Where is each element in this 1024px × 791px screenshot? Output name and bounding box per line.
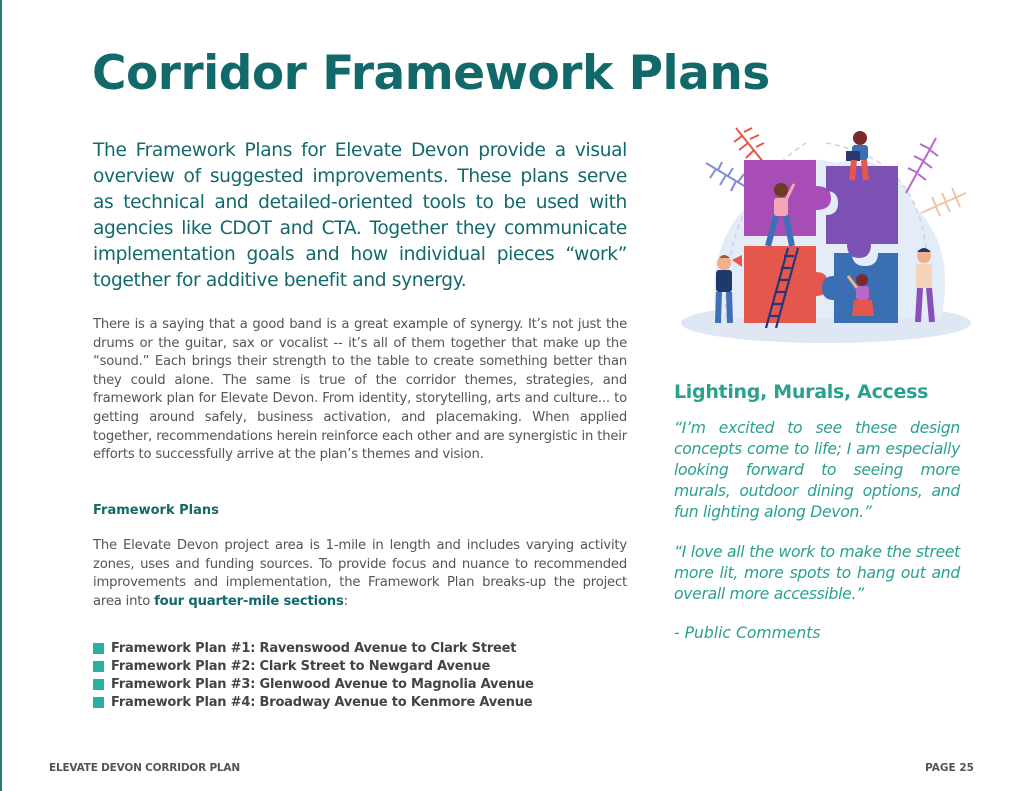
page-label: PAGE bbox=[925, 762, 956, 774]
square-bullet-icon bbox=[93, 661, 104, 672]
list-item bbox=[93, 675, 534, 693]
sidebar-title: Lighting, Murals, Access bbox=[674, 381, 929, 403]
project-area-colon: : bbox=[343, 593, 348, 609]
framework-plan-list bbox=[93, 639, 534, 711]
list-item bbox=[93, 693, 534, 711]
framework-plans-subheading: Framework Plans bbox=[93, 503, 219, 518]
plan-label: Framework Plan #4: Broadway Avenue to Kenmore Avenue bbox=[111, 694, 533, 710]
plan-label: Framework Plan #1: Ravenswood Avenue to Clark Street bbox=[111, 640, 517, 656]
quarter-mile-emphasis: four quarter-mile sections bbox=[154, 593, 344, 609]
list-item bbox=[93, 657, 534, 675]
square-bullet-icon bbox=[93, 697, 104, 708]
public-comment-quote: “I’m excited to see these design concepts come to life; I am especially looking forward to seeing more murals, outdoor dining options, and fun lighting along Devon.” bbox=[674, 419, 960, 521]
project-area-paragraph bbox=[93, 537, 627, 611]
lead-paragraph: The Framework Plans for Elevate Devon provide a visual overview of suggested improvements. These plans serve as technical and detailed-oriented tools to be used with agencies like CDOT and CTA. Together they communicate implementation goals and how individual pieces “work” together for additive benefit and synergy. bbox=[93, 140, 627, 291]
list-item bbox=[93, 639, 534, 657]
footer-page-number bbox=[925, 762, 974, 774]
puzzle-teamwork-illustration bbox=[676, 118, 976, 350]
plan-label: Framework Plan #2: Clark Street to Newgard Avenue bbox=[111, 658, 491, 674]
footer-document-title: ELEVATE DEVON CORRIDOR PLAN bbox=[49, 762, 240, 774]
quote-attribution: - Public Comments bbox=[674, 624, 821, 642]
synergy-paragraph: There is a saying that a good band is a great example of synergy. It’s not just the drums or the guitar, sax or vocalist -- it’s all of them together that make up the “sound.” Each brings their strength to the table to create something better than they could alone. The same is true of the corridor themes, strategies, and framework plan for Elevate Devon. From identity, storytelling, arts and culture... to getting around safely, business activation, and placemaking. When applied together, recommendations herein reinforce each other and are synergistic in their efforts to successfully arrive at the plan’s themes and vision. bbox=[93, 317, 627, 463]
square-bullet-icon bbox=[93, 643, 104, 654]
left-border-rule bbox=[0, 0, 2, 791]
public-comment-quote: “I love all the work to make the street more lit, more spots to hang out and overall more accessible.” bbox=[674, 543, 960, 603]
project-area-text: The Elevate Devon project area is 1-mile in length and includes varying activity zones, uses and funding sources. To provide focus and nuance to recommended improvements and implementation, the Framework Plan breaks-up the project area into bbox=[93, 538, 627, 609]
plan-label: Framework Plan #3: Glenwood Avenue to Magnolia Avenue bbox=[111, 676, 534, 692]
page-title: Corridor Framework Plans bbox=[92, 46, 770, 101]
page-number: 25 bbox=[959, 762, 974, 774]
square-bullet-icon bbox=[93, 679, 104, 690]
